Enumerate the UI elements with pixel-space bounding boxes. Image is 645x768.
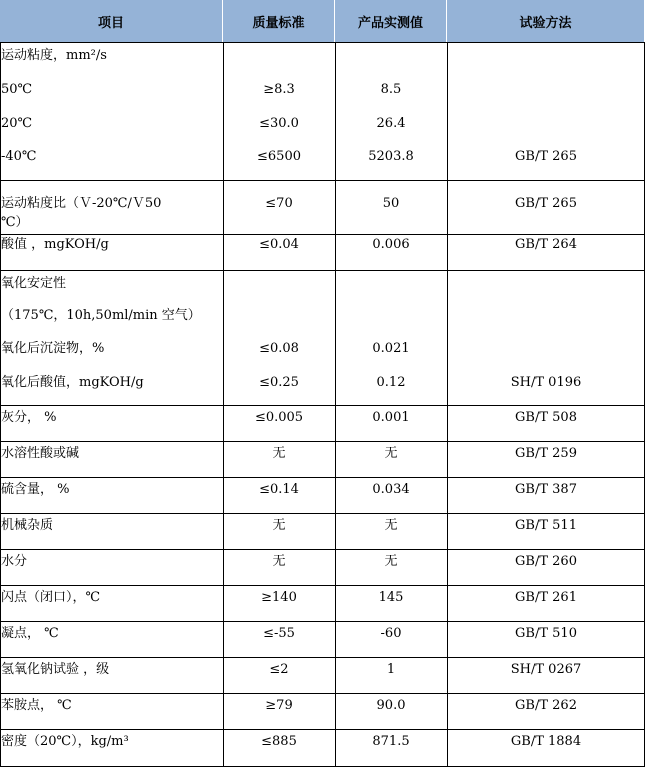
- measured-value: 0.021: [372, 341, 410, 356]
- measured-value: 0.12: [376, 375, 406, 390]
- item-label: 苯胺点， ℃: [1, 698, 72, 713]
- row-divider: [0, 42, 645, 43]
- row-divider: [0, 621, 645, 622]
- row-divider: [0, 441, 645, 442]
- row-divider: [0, 549, 645, 550]
- item-label: 密度（20℃），kg/m³: [1, 734, 129, 749]
- standard-value: ≥79: [265, 698, 293, 713]
- standard-value: ≤885: [261, 734, 297, 749]
- item-label: 水溶性酸或碱: [1, 446, 80, 461]
- item-label: -40℃: [1, 149, 37, 164]
- item-label: 硫含量， %: [1, 482, 70, 497]
- measured-value: 8.5: [380, 82, 402, 97]
- header-measured-label: 产品实测值: [357, 15, 423, 31]
- header-standard-label: 质量标准: [252, 15, 305, 31]
- method-value: GB/T 259: [515, 446, 577, 461]
- standard-value: 无: [272, 554, 286, 569]
- measured-value: 90.0: [376, 698, 406, 713]
- measured-value: 无: [384, 554, 398, 569]
- item-label: 灰分， %: [1, 410, 57, 425]
- header-measured: [335, 0, 447, 42]
- header-method: [447, 0, 645, 42]
- item-label: 氧化后酸值，mgKOH/g: [1, 375, 144, 390]
- method-value: GB/T 264: [515, 237, 577, 252]
- standard-value: ≤0.25: [259, 375, 299, 390]
- item-label: ℃）: [1, 215, 29, 230]
- standard-value: ≤0.005: [254, 410, 304, 425]
- standard-value: ≤6500: [257, 149, 301, 164]
- column-divider: [223, 42, 224, 767]
- row-divider: [0, 585, 645, 586]
- item-label: 50℃: [1, 82, 33, 97]
- row-divider: [0, 180, 645, 181]
- standard-value: ≤-55: [263, 626, 295, 641]
- standard-value: ≤2: [269, 662, 289, 677]
- standard-value: ≤0.04: [259, 237, 299, 252]
- row-divider: [0, 657, 645, 658]
- measured-value: 无: [384, 446, 398, 461]
- measured-value: 871.5: [372, 734, 410, 749]
- measured-value: 0.034: [372, 482, 410, 497]
- measured-value: 5203.8: [368, 149, 414, 164]
- standard-value: ≤30.0: [259, 116, 299, 131]
- header-item: [0, 0, 223, 42]
- item-label: 20℃: [1, 116, 33, 131]
- measured-value: 50: [382, 196, 400, 211]
- header-item-label: 项目: [97, 15, 124, 31]
- item-label: 闪点（闭口），℃: [1, 590, 101, 605]
- measured-value: 0.006: [372, 237, 410, 252]
- measured-value: 无: [384, 518, 398, 533]
- method-value: GB/T 510: [515, 626, 577, 641]
- row-divider: [0, 513, 645, 514]
- measured-value: 1: [386, 662, 396, 677]
- column-divider: [335, 42, 336, 767]
- column-divider: [447, 42, 448, 767]
- measured-value: 145: [378, 590, 404, 605]
- item-label: 氧化后沉淀物，%: [1, 341, 105, 356]
- standard-value: 无: [272, 446, 286, 461]
- row-divider: [0, 477, 645, 478]
- method-value: GB/T 387: [515, 482, 577, 497]
- standard-value: ≤70: [265, 196, 293, 211]
- standard-value: 无: [272, 518, 286, 533]
- method-value: GB/T 262: [515, 698, 577, 713]
- row-divider: [0, 766, 645, 767]
- method-value: SH/T 0196: [510, 375, 582, 390]
- row-divider: [0, 234, 645, 235]
- item-label: 水分: [1, 554, 28, 569]
- row-divider: [0, 405, 645, 406]
- row-divider: [0, 729, 645, 730]
- header-standard: [223, 0, 335, 42]
- item-label: 运动粘度，mm²/s: [1, 48, 107, 63]
- row-divider: [0, 270, 645, 271]
- method-value: GB/T 265: [515, 149, 577, 164]
- standard-value: ≥140: [261, 590, 297, 605]
- item-label: 运动粘度比（Ｖ-20℃/Ｖ50: [1, 196, 162, 211]
- item-label: 机械杂质: [1, 518, 54, 533]
- item-label: （175℃，10h,50ml/min 空气）: [1, 308, 201, 323]
- method-value: GB/T 1884: [510, 734, 582, 749]
- item-label: 氧化安定性: [1, 276, 67, 291]
- standard-value: ≥8.3: [263, 82, 295, 97]
- item-label: 氢氧化钠试验 ，级: [1, 662, 110, 677]
- method-value: GB/T 261: [515, 590, 577, 605]
- item-label: 酸值 ，mgKOH/g: [1, 237, 109, 252]
- measured-value: 26.4: [376, 116, 406, 131]
- header-method-label: 试验方法: [519, 15, 572, 31]
- measured-value: -60: [380, 626, 402, 641]
- standard-value: ≤0.08: [259, 341, 299, 356]
- measured-value: 0.001: [372, 410, 410, 425]
- method-value: SH/T 0267: [510, 662, 582, 677]
- method-value: GB/T 265: [515, 196, 577, 211]
- standard-value: ≤0.14: [259, 482, 299, 497]
- method-value: GB/T 260: [515, 554, 577, 569]
- item-label: 凝点， ℃: [1, 626, 59, 641]
- row-divider: [0, 693, 645, 694]
- method-value: GB/T 508: [515, 410, 577, 425]
- method-value: GB/T 511: [515, 518, 577, 533]
